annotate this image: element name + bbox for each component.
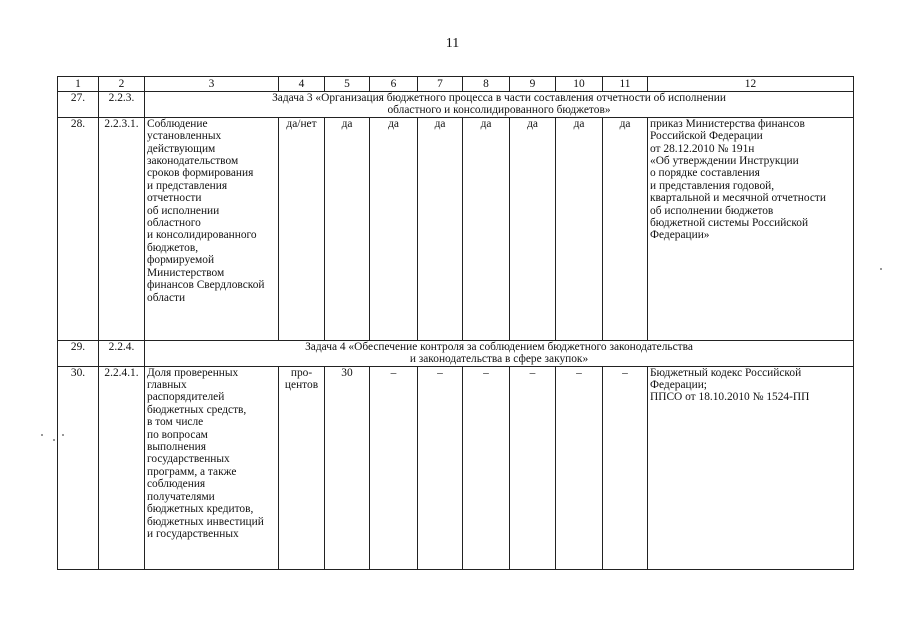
indicator-name-line: об исполнении	[147, 204, 220, 217]
task-title-line: и законодательства в сфере закупок»	[409, 353, 589, 366]
unit	[279, 366, 325, 569]
column-number: 5	[325, 77, 370, 92]
value-cell: –	[603, 366, 648, 569]
indicator-name-line: главных	[147, 379, 187, 392]
column-number: 10	[556, 77, 603, 92]
legal-basis-line: бюджетной системы Российской	[650, 217, 809, 230]
indicator-name-line: бюджетных инвестиций	[147, 515, 264, 528]
column-number: 8	[463, 77, 510, 92]
value-cell: –	[370, 366, 418, 569]
legal-basis-line: от 28.12.2010 № 191н	[650, 142, 755, 155]
indicator-name-line: действующим	[147, 142, 216, 155]
legal-basis-line: «Об утверждении Инструкции	[650, 155, 799, 168]
row-number: 29.	[58, 340, 99, 366]
indicator-name-line: бюджетных средств,	[147, 403, 247, 416]
column-number: 3	[145, 77, 279, 92]
indicator-name-line: по вопросам	[147, 428, 208, 441]
legal-basis-line: Федерации»	[650, 229, 710, 242]
column-number: 11	[603, 77, 648, 92]
task-title	[145, 340, 854, 366]
value-cell: –	[556, 366, 603, 569]
value-cell: да	[510, 117, 556, 340]
indicator-name-line: отчетности	[147, 192, 202, 205]
table-row-task-4	[58, 340, 854, 366]
indicator-name-line: бюджетных кредитов,	[147, 503, 254, 516]
legal-basis-line: приказ Министерства финансов	[650, 117, 805, 130]
indicator-name-line: законодательством	[147, 155, 239, 168]
value-cell: да	[418, 117, 463, 340]
legal-basis	[648, 117, 854, 340]
task-title-line: Задача 4 «Обеспечение контроля за соблюдением бюджетного законодательства	[305, 340, 693, 353]
scan-speck	[880, 268, 882, 270]
value-cell: –	[463, 366, 510, 569]
column-number: 7	[418, 77, 463, 92]
value-cell: –	[510, 366, 556, 569]
column-number: 12	[648, 77, 854, 92]
indicator-name-line: сроков формирования	[147, 167, 254, 180]
value-cell: 30	[325, 366, 370, 569]
value-cell: –	[418, 366, 463, 569]
legal-basis-line: ППСО от 18.10.2010 № 1524-ПП	[650, 391, 810, 404]
scan-speck	[53, 439, 55, 441]
page-number: 11	[445, 36, 460, 51]
indicator-name-line: финансов Свердловской	[147, 279, 265, 292]
row-number: 30.	[58, 366, 99, 569]
value-cell: да	[370, 117, 418, 340]
task-title-line: Задача 3 «Организация бюджетного процесса в части составления отчетности об исполнении	[272, 92, 726, 104]
table-row-indicator-28	[58, 117, 854, 340]
indicator-name-line: формируемой	[147, 254, 215, 267]
indicator-name-line: Соблюдение	[147, 117, 208, 130]
row-code: 2.2.3.1.	[99, 117, 145, 340]
indicator-name-line: соблюдения	[147, 478, 206, 491]
legal-basis-line: квартальной и месячной отчетности	[650, 192, 826, 205]
indicator-name-line: получателями	[147, 490, 215, 503]
indicator-name-line: программ, а также	[147, 465, 237, 478]
value-cell: да	[603, 117, 648, 340]
task-title-line: областного и консолидированного бюджетов»	[387, 104, 611, 117]
indicator-name-line: Доля проверенных	[147, 366, 239, 379]
scan-speck	[41, 434, 43, 436]
indicator-name-line: государственных	[147, 453, 230, 466]
value-cell: да	[463, 117, 510, 340]
legal-basis-line: Бюджетный кодекс Российской	[650, 366, 802, 379]
indicator-name	[145, 117, 279, 340]
indicator-name-line: и государственных	[147, 527, 239, 540]
legal-basis-line: о порядке составления	[650, 167, 760, 180]
legal-basis	[648, 366, 854, 569]
unit-line: центов	[284, 379, 319, 392]
row-number: 27.	[58, 92, 99, 118]
indicator-name-line: областного	[147, 217, 201, 230]
value-cell: да	[556, 117, 603, 340]
column-number: 6	[370, 77, 418, 92]
column-number: 9	[510, 77, 556, 92]
row-number: 28.	[58, 117, 99, 340]
row-code: 2.2.4.1.	[99, 366, 145, 569]
indicators-table	[57, 76, 854, 570]
table-row-task-3	[58, 92, 854, 118]
row-code: 2.2.3.	[99, 92, 145, 118]
column-number: 1	[58, 77, 99, 92]
indicator-name-line: в том числе	[147, 416, 204, 429]
legal-basis-line: об исполнении бюджетов	[650, 204, 774, 217]
indicator-name-line: бюджетов,	[147, 241, 199, 254]
column-number: 4	[279, 77, 325, 92]
value-cell: да	[325, 117, 370, 340]
indicator-name	[145, 366, 279, 569]
indicator-name-line: области	[147, 291, 186, 304]
scan-speck	[62, 434, 64, 436]
indicator-name-line: и представления	[147, 179, 228, 192]
column-number-row	[58, 77, 854, 92]
unit-line: про-	[290, 366, 313, 379]
table-row-indicator-30	[58, 366, 854, 569]
indicator-name-line: распорядителей	[147, 391, 225, 404]
row-code: 2.2.4.	[99, 340, 145, 366]
indicator-name-line: и консолидированного	[147, 229, 257, 242]
indicator-name-line: выполнения	[147, 441, 206, 454]
legal-basis-line: Федерации;	[650, 379, 707, 392]
legal-basis-line: и представления годовой,	[650, 179, 775, 192]
task-title	[145, 92, 854, 118]
indicator-name-line: установленных	[147, 130, 222, 143]
unit: да/нет	[279, 117, 325, 340]
column-number: 2	[99, 77, 145, 92]
legal-basis-line: Российской Федерации	[650, 130, 763, 143]
indicator-name-line: Министерством	[147, 266, 225, 279]
